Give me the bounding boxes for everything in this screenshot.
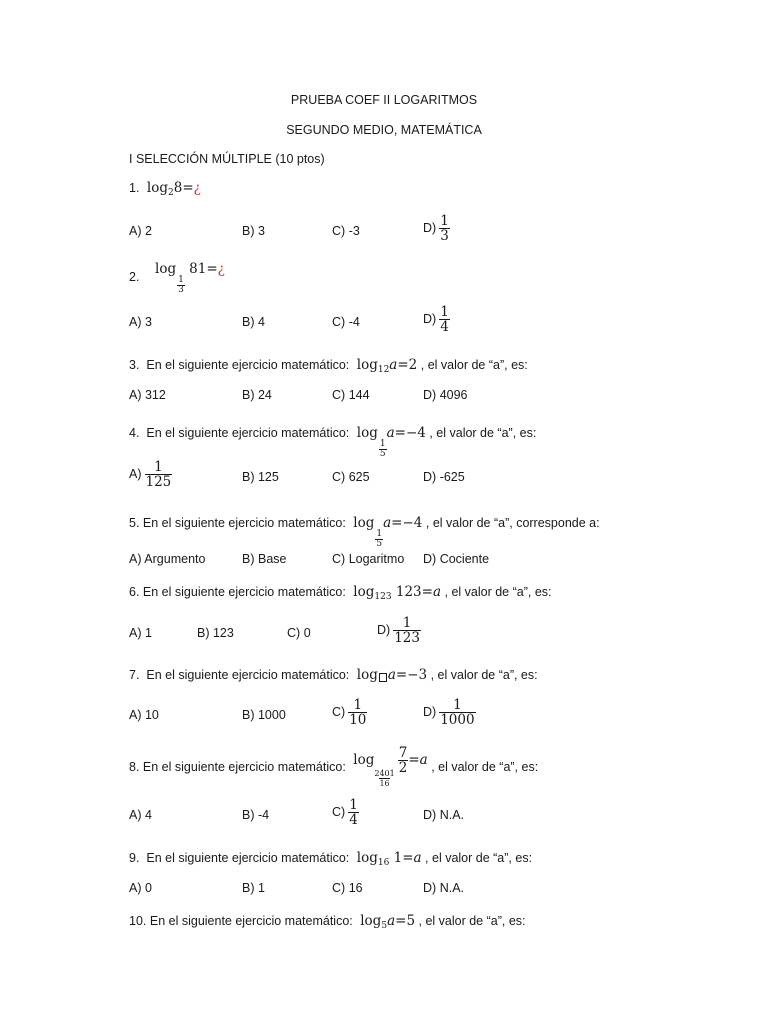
q6-option-a[interactable]: A) 1 [129, 626, 152, 640]
question-number: 1. [129, 181, 140, 195]
q6-option-c[interactable]: C) 0 [287, 626, 311, 640]
question-1 [129, 180, 201, 198]
q8-option-c[interactable]: C) $\frac{1}{4}$ [332, 797, 358, 828]
question-9: 9. En el siguiente ejercicio matemático: $\log_{16} 1=a$ , el valor de “a”, es: [129, 850, 533, 868]
q5-option-c[interactable]: C) Logaritmo [332, 552, 405, 566]
q7-option-a[interactable]: A) 10 [129, 708, 159, 722]
q8-option-b[interactable]: B) -4 [242, 808, 270, 822]
question-7: 7. En el siguiente ejercicio matemático: log a=−3 , el valor de “a”, es: [129, 667, 538, 683]
q7-option-b[interactable]: B) 1000 [242, 708, 286, 722]
q7-option-d[interactable]: D) $\frac{1}{1000}$ [423, 697, 475, 728]
q9-option-c[interactable]: C) 16 [332, 881, 363, 895]
q3-option-a[interactable]: A) 312 [129, 388, 166, 402]
math-expression: $\log_28=¿$ [146, 180, 201, 198]
q2-option-b[interactable]: B) 4 [242, 315, 265, 329]
q6-option-b[interactable]: B) 123 [197, 626, 234, 640]
question-6: 6. En el siguiente ejercicio matemático: $\log_{123} 123=a$ , el valor de “a”, es: [129, 584, 552, 602]
q8-option-d[interactable]: D) N.A. [423, 808, 464, 822]
question-number-2: 2. [129, 270, 140, 284]
page-title: PRUEBA COEF II LOGARITMOS [290, 93, 478, 107]
q5-option-b[interactable]: B) Base [242, 552, 287, 566]
q2-option-a[interactable]: A) 3 [129, 315, 152, 329]
q9-option-a[interactable]: A) 0 [129, 881, 152, 895]
math-expression: $\log_5a=5$ [360, 913, 416, 931]
q3-option-d[interactable]: D) 4096 [423, 388, 468, 402]
q4-option-d[interactable]: D) -625 [423, 470, 465, 484]
q1-option-d[interactable]: D) $\frac{1}{3}$ [423, 213, 449, 244]
question-4: 4. En el siguiente ejercicio matemático: log $\frac{1}{5}$ a=−4 , el valor de “a”, es: [129, 425, 537, 459]
question-3: 3. En el siguiente ejercicio matemático: $\log_{12}a=2$ , el valor de “a”, es: [129, 357, 528, 375]
q1-option-c[interactable]: C) -3 [332, 224, 360, 238]
q5-option-a[interactable]: A) Argumento [129, 552, 206, 566]
math-expression: log $\frac{2401}{16}$ $\frac{7}{2}$ =a [353, 745, 428, 788]
q3-option-c[interactable]: C) 144 [332, 388, 370, 402]
question-2-math: log $\frac{1}{3}$ 81=¿ [155, 261, 225, 295]
q1-option-b[interactable]: B) 3 [242, 224, 265, 238]
q4-option-a[interactable]: A) $\frac{1}{125}$ [129, 459, 172, 490]
section-heading: I SELECCIÓN MÚLTIPLE (10 ptos) [129, 152, 325, 166]
q4-option-c[interactable]: C) 625 [332, 470, 370, 484]
q4-option-b[interactable]: B) 125 [242, 470, 279, 484]
q9-option-d[interactable]: D) N.A. [423, 881, 464, 895]
q5-option-d[interactable]: D) Cociente [423, 552, 490, 566]
question-8: 8. En el siguiente ejercicio matemático: log $\frac{2401}{16}$ $\frac{7}{2}$ =a , el valor de “a”, es: [129, 745, 539, 788]
question-5: 5. En el siguiente ejercicio matemático: log $\frac{1}{5}$ a=−4 , el valor de “a”, corresponde a: [129, 515, 600, 549]
page-subtitle: SEGUNDO MEDIO, MATEMÁTICA [286, 123, 482, 137]
math-expression: log a=−3 [356, 667, 428, 683]
question-10: 10. En el siguiente ejercicio matemático: $\log_5a=5$ , el valor de “a”, es: [129, 913, 526, 931]
q3-option-b[interactable]: B) 24 [242, 388, 272, 402]
q6-option-d[interactable]: D) $\frac{1}{123}$ [377, 615, 420, 646]
math-expression: $\log_{16} 1=a$ [356, 850, 422, 868]
q1-option-a[interactable]: A) 2 [129, 224, 152, 238]
math-expression: log $\frac{1}{5}$ a=−4 [356, 425, 426, 459]
q9-option-b[interactable]: B) 1 [242, 881, 265, 895]
q2-option-c[interactable]: C) -4 [332, 315, 360, 329]
q2-option-d[interactable]: D) $\frac{1}{4}$ [423, 304, 449, 335]
empty-base-placeholder [379, 673, 387, 682]
math-expression: log $\frac{1}{5}$ a=−4 [353, 515, 423, 549]
q7-option-c[interactable]: C) $\frac{1}{10}$ [332, 697, 367, 728]
math-expression: $\log_{123} 123=a$ [353, 584, 442, 602]
math-expression: $\log_{12}a=2$ [356, 357, 418, 375]
q8-option-a[interactable]: A) 4 [129, 808, 152, 822]
